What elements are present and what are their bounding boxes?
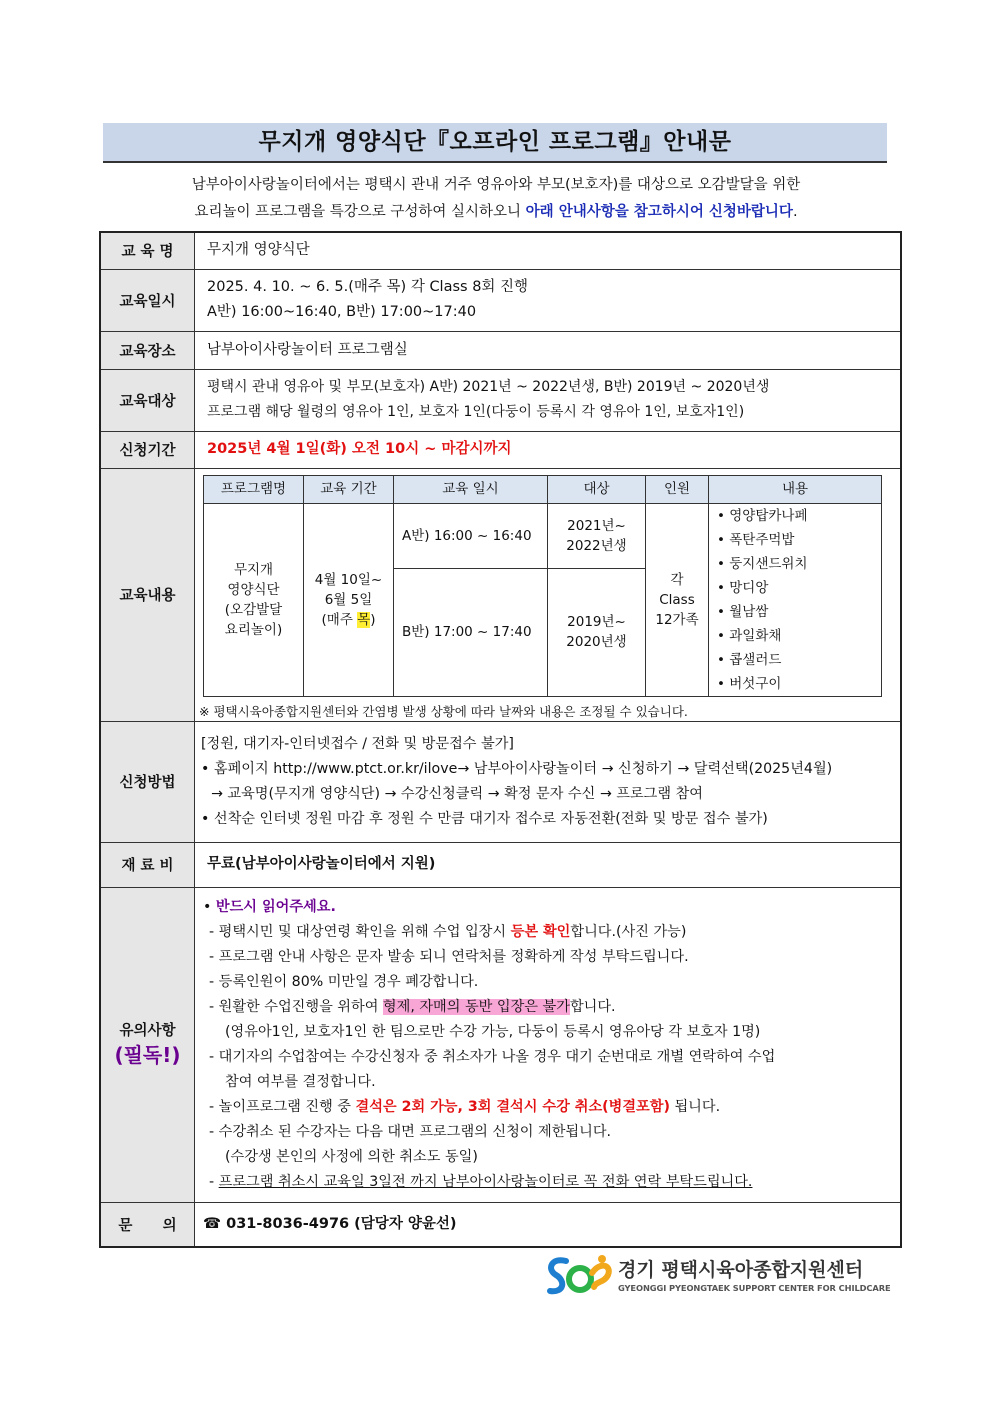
- method-line-2: • 홈페이지 http://www.ptct.or.kr/ilove→ 남부아이사랑놀이터 → 신청하기 → 달력선택(2025년4월): [201, 760, 833, 777]
- method-line-3: → 교육명(무지개 영양식단) → 수강신청클릭 → 확정 문자 수신 → 프로그램 참여: [211, 785, 703, 802]
- value-fee: 무료(남부아이사랑놀이터에서 지원): [195, 842, 902, 887]
- program-header-row: [204, 475, 882, 503]
- intro-line-2-normal: 요리놀이 프로그램을 특강으로 구성하여 실시하오니: [194, 204, 526, 220]
- program-name-2: 영양식단: [227, 581, 280, 598]
- program-period-cell: [304, 503, 394, 696]
- label-name: 교 육 명: [100, 232, 195, 269]
- caution-line-4: [203, 995, 900, 1020]
- row-content: [100, 468, 901, 721]
- count-2: Class: [659, 591, 695, 608]
- row-fee: [100, 842, 901, 887]
- row-contact: [100, 1202, 901, 1247]
- caution-line-11-dash: -: [209, 1173, 219, 1190]
- label-content: 교육내용: [100, 468, 195, 721]
- list-item: • 콥샐러드: [717, 648, 881, 672]
- program-table: [203, 475, 882, 697]
- header-period: 교육 기간: [304, 475, 394, 503]
- value-content: [195, 468, 902, 721]
- caution-line-10: (수강생 본인의 사정에 의한 취소도 동일): [225, 1148, 478, 1165]
- content-note: ※ 평택시육아종합지원센터와 간염병 발생 상황에 따라 날짜와 내용은 조정될 수 있습니다.: [199, 703, 688, 719]
- footer-org-name: 경기 평택시육아종합지원센터: [618, 1259, 864, 1281]
- label-contact: 문 의: [100, 1202, 195, 1247]
- label-caution-cell: [100, 887, 195, 1202]
- caution-line-1: [203, 920, 900, 945]
- header-count: 인원: [646, 475, 709, 503]
- value-contact: ☎ 031-8036-4976 (담당자 양윤선): [195, 1202, 902, 1247]
- count-3: 12가족: [655, 611, 699, 628]
- value-name: 무지개 영양식단: [195, 232, 902, 269]
- list-item: • 과일화채: [717, 624, 881, 648]
- row-date: [100, 269, 901, 331]
- page-title: 무지개 영양식단『오프라인 프로그램』안내문: [103, 123, 887, 163]
- items-cell: [709, 503, 882, 696]
- header-time: 교육 일시: [394, 475, 548, 503]
- label-period: 신청기간: [100, 431, 195, 468]
- caution-lead: • 반드시 읽어주세요.: [203, 898, 336, 915]
- count-cell: [646, 503, 709, 696]
- value-target: [195, 369, 902, 431]
- program-period-3-highlight: 목: [357, 611, 371, 628]
- footer-org-name-en: GYEONGGI PYEONGTAEK SUPPORT CENTER FOR CHILDCARE: [618, 1283, 891, 1293]
- caution-line-2: - 프로그램 안내 사항은 문자 발송 되니 연락처를 정확하게 작성 부탁드립니다.: [209, 948, 689, 965]
- program-name-1: 무지개: [233, 561, 274, 578]
- intro-line-2: [100, 199, 892, 226]
- time-b-cell: B반) 17:00 ~ 17:40: [394, 568, 548, 696]
- program-row-a: [204, 503, 882, 568]
- caution-line-4-pre: - 원활한 수업진행을 위하여: [209, 998, 383, 1015]
- list-item: • 영양탑카나페: [717, 504, 881, 528]
- caution-line-8: [203, 1095, 900, 1120]
- header-target: 대상: [548, 475, 646, 503]
- value-method: [195, 721, 902, 842]
- intro-text: [100, 172, 892, 226]
- label-fee: 재 료 비: [100, 842, 195, 887]
- program-period-3-pre: (매주: [321, 611, 358, 628]
- row-period: [100, 431, 901, 468]
- list-item: • 월남쌈: [717, 600, 881, 624]
- method-line-1: [정원, 대기자-인터넷접수 / 전화 및 방문접수 불가]: [201, 735, 514, 752]
- center-logo-icon: [542, 1253, 614, 1299]
- program-period-1: 4월 10일~: [314, 571, 383, 588]
- list-item: • 버섯구이: [717, 672, 881, 696]
- program-period-3-post: ): [370, 611, 376, 628]
- target-a-1: 2021년~: [567, 517, 626, 534]
- target-b-2: 2020년생: [566, 634, 627, 650]
- program-period-3: [304, 610, 393, 630]
- caution-line-1-pre: - 평택시민 및 대상연령 확인을 위해 수업 입장시: [209, 923, 511, 940]
- program-name-4: 요리놀이): [224, 621, 283, 638]
- target-line-1: 평택시 관내 영유아 및 부모(보호자) A반) 2021년 ~ 2022년생, B반) 2019년 ~ 2020년생: [207, 379, 770, 395]
- header-items: 내용: [709, 475, 882, 503]
- caution-line-8-pre: - 놀이프로그램 진행 중: [209, 1098, 356, 1115]
- caution-line-1-red: 등본 확인: [510, 923, 571, 940]
- header-program: 프로그램명: [204, 475, 304, 503]
- caution-line-7: 참여 여부를 결정합니다.: [225, 1073, 376, 1090]
- intro-line-2-end: .: [792, 204, 798, 220]
- caution-line-4-post: 합니다.: [569, 998, 616, 1015]
- caution-line-9: - 수강취소 된 수강자는 다음 대면 프로그램의 신청이 제한됩니다.: [209, 1123, 612, 1140]
- row-place: [100, 331, 901, 369]
- info-table: [99, 231, 902, 1248]
- caution-line-8-post: 됩니다.: [669, 1098, 721, 1115]
- caution-line-11: [203, 1170, 900, 1195]
- caution-line-4-highlight: 형제, 자매의 동반 입장은 불가: [382, 998, 570, 1015]
- method-line-4: • 선착순 인터넷 정원 마감 후 정원 수 만큼 대기자 접수로 자동전환(전화 및 방문 접수 불가): [201, 810, 768, 827]
- target-a-cell: [548, 503, 646, 568]
- value-period: 2025년 4월 1일(화) 오전 10시 ~ 마감시까지: [195, 431, 902, 468]
- value-place: 남부아이사랑놀이터 프로그램실: [195, 331, 902, 369]
- count-1: 각: [670, 571, 684, 588]
- time-a-cell: A반) 16:00 ~ 16:40: [394, 503, 548, 568]
- label-date: 교육일시: [100, 269, 195, 331]
- date-line-1: 2025. 4. 10. ~ 6. 5.(매주 목) 각 Class 8회 진행: [207, 279, 529, 295]
- row-target: [100, 369, 901, 431]
- label-place: 교육장소: [100, 331, 195, 369]
- value-date: [195, 269, 902, 331]
- label-method: 신청방법: [100, 721, 195, 842]
- label-target: 교육대상: [100, 369, 195, 431]
- target-b-1: 2019년~: [567, 614, 626, 630]
- list-item: • 둥지샌드위치: [717, 552, 881, 576]
- caution-line-8-red: 결석은 2회 가능, 3회 결석시 수강 취소(병결포함): [355, 1098, 670, 1115]
- target-a-2: 2022년생: [566, 537, 627, 554]
- value-caution: [195, 887, 902, 1202]
- target-line-2: 프로그램 해당 월령의 영유아 1인, 보호자 1인(다둥이 등록시 각 영유아 1인, 보호자1인): [207, 404, 745, 420]
- row-caution: [100, 887, 901, 1202]
- intro-line-2-blue: 아래 안내사항을 참고하시어 신청바랍니다: [525, 204, 793, 220]
- caution-lead-text: 반드시 읽어주세요.: [215, 898, 336, 915]
- caution-line-3: - 등록인원이 80% 미만일 경우 폐강합니다.: [209, 973, 479, 990]
- caution-line-1-post: 합니다.(사진 가능): [570, 923, 687, 940]
- row-method: [100, 721, 901, 842]
- caution-line-6: - 대기자의 수업참여는 수강신청자 중 취소자가 나올 경우 대기 순번대로 개별 연락하여 수업: [209, 1048, 776, 1065]
- target-b-cell: [548, 568, 646, 696]
- intro-line-1: 남부아이사랑놀이터에서는 평택시 관내 거주 영유아와 부모(보호자)를 대상으로 오감발달을 위한: [191, 177, 801, 193]
- program-name-3: (오감발달: [224, 601, 283, 618]
- items-list: [709, 504, 881, 696]
- list-item: • 폭탄주먹밥: [717, 528, 881, 552]
- date-line-2: A반) 16:00~16:40, B반) 17:00~17:40: [207, 304, 477, 320]
- caution-line-5: (영유아1인, 보호자1인 한 팀으로만 수강 가능, 다둥이 등록시 영유아당 각 보호자 1명): [225, 1023, 761, 1040]
- label-caution: 유의사항: [119, 1023, 176, 1039]
- list-item: • 망디앙: [717, 576, 881, 600]
- caution-line-11-underline: 프로그램 취소시 교육일 3일전 까지 남부아이사랑놀이터로 꼭 전화 연락 부탁드립니다.: [218, 1173, 753, 1190]
- program-name-cell: [204, 503, 304, 696]
- program-period-2: 6월 5일: [324, 591, 373, 608]
- label-caution-must-read: (필독!): [114, 1043, 181, 1067]
- footer-logo: [542, 1253, 902, 1303]
- row-name: [100, 232, 901, 269]
